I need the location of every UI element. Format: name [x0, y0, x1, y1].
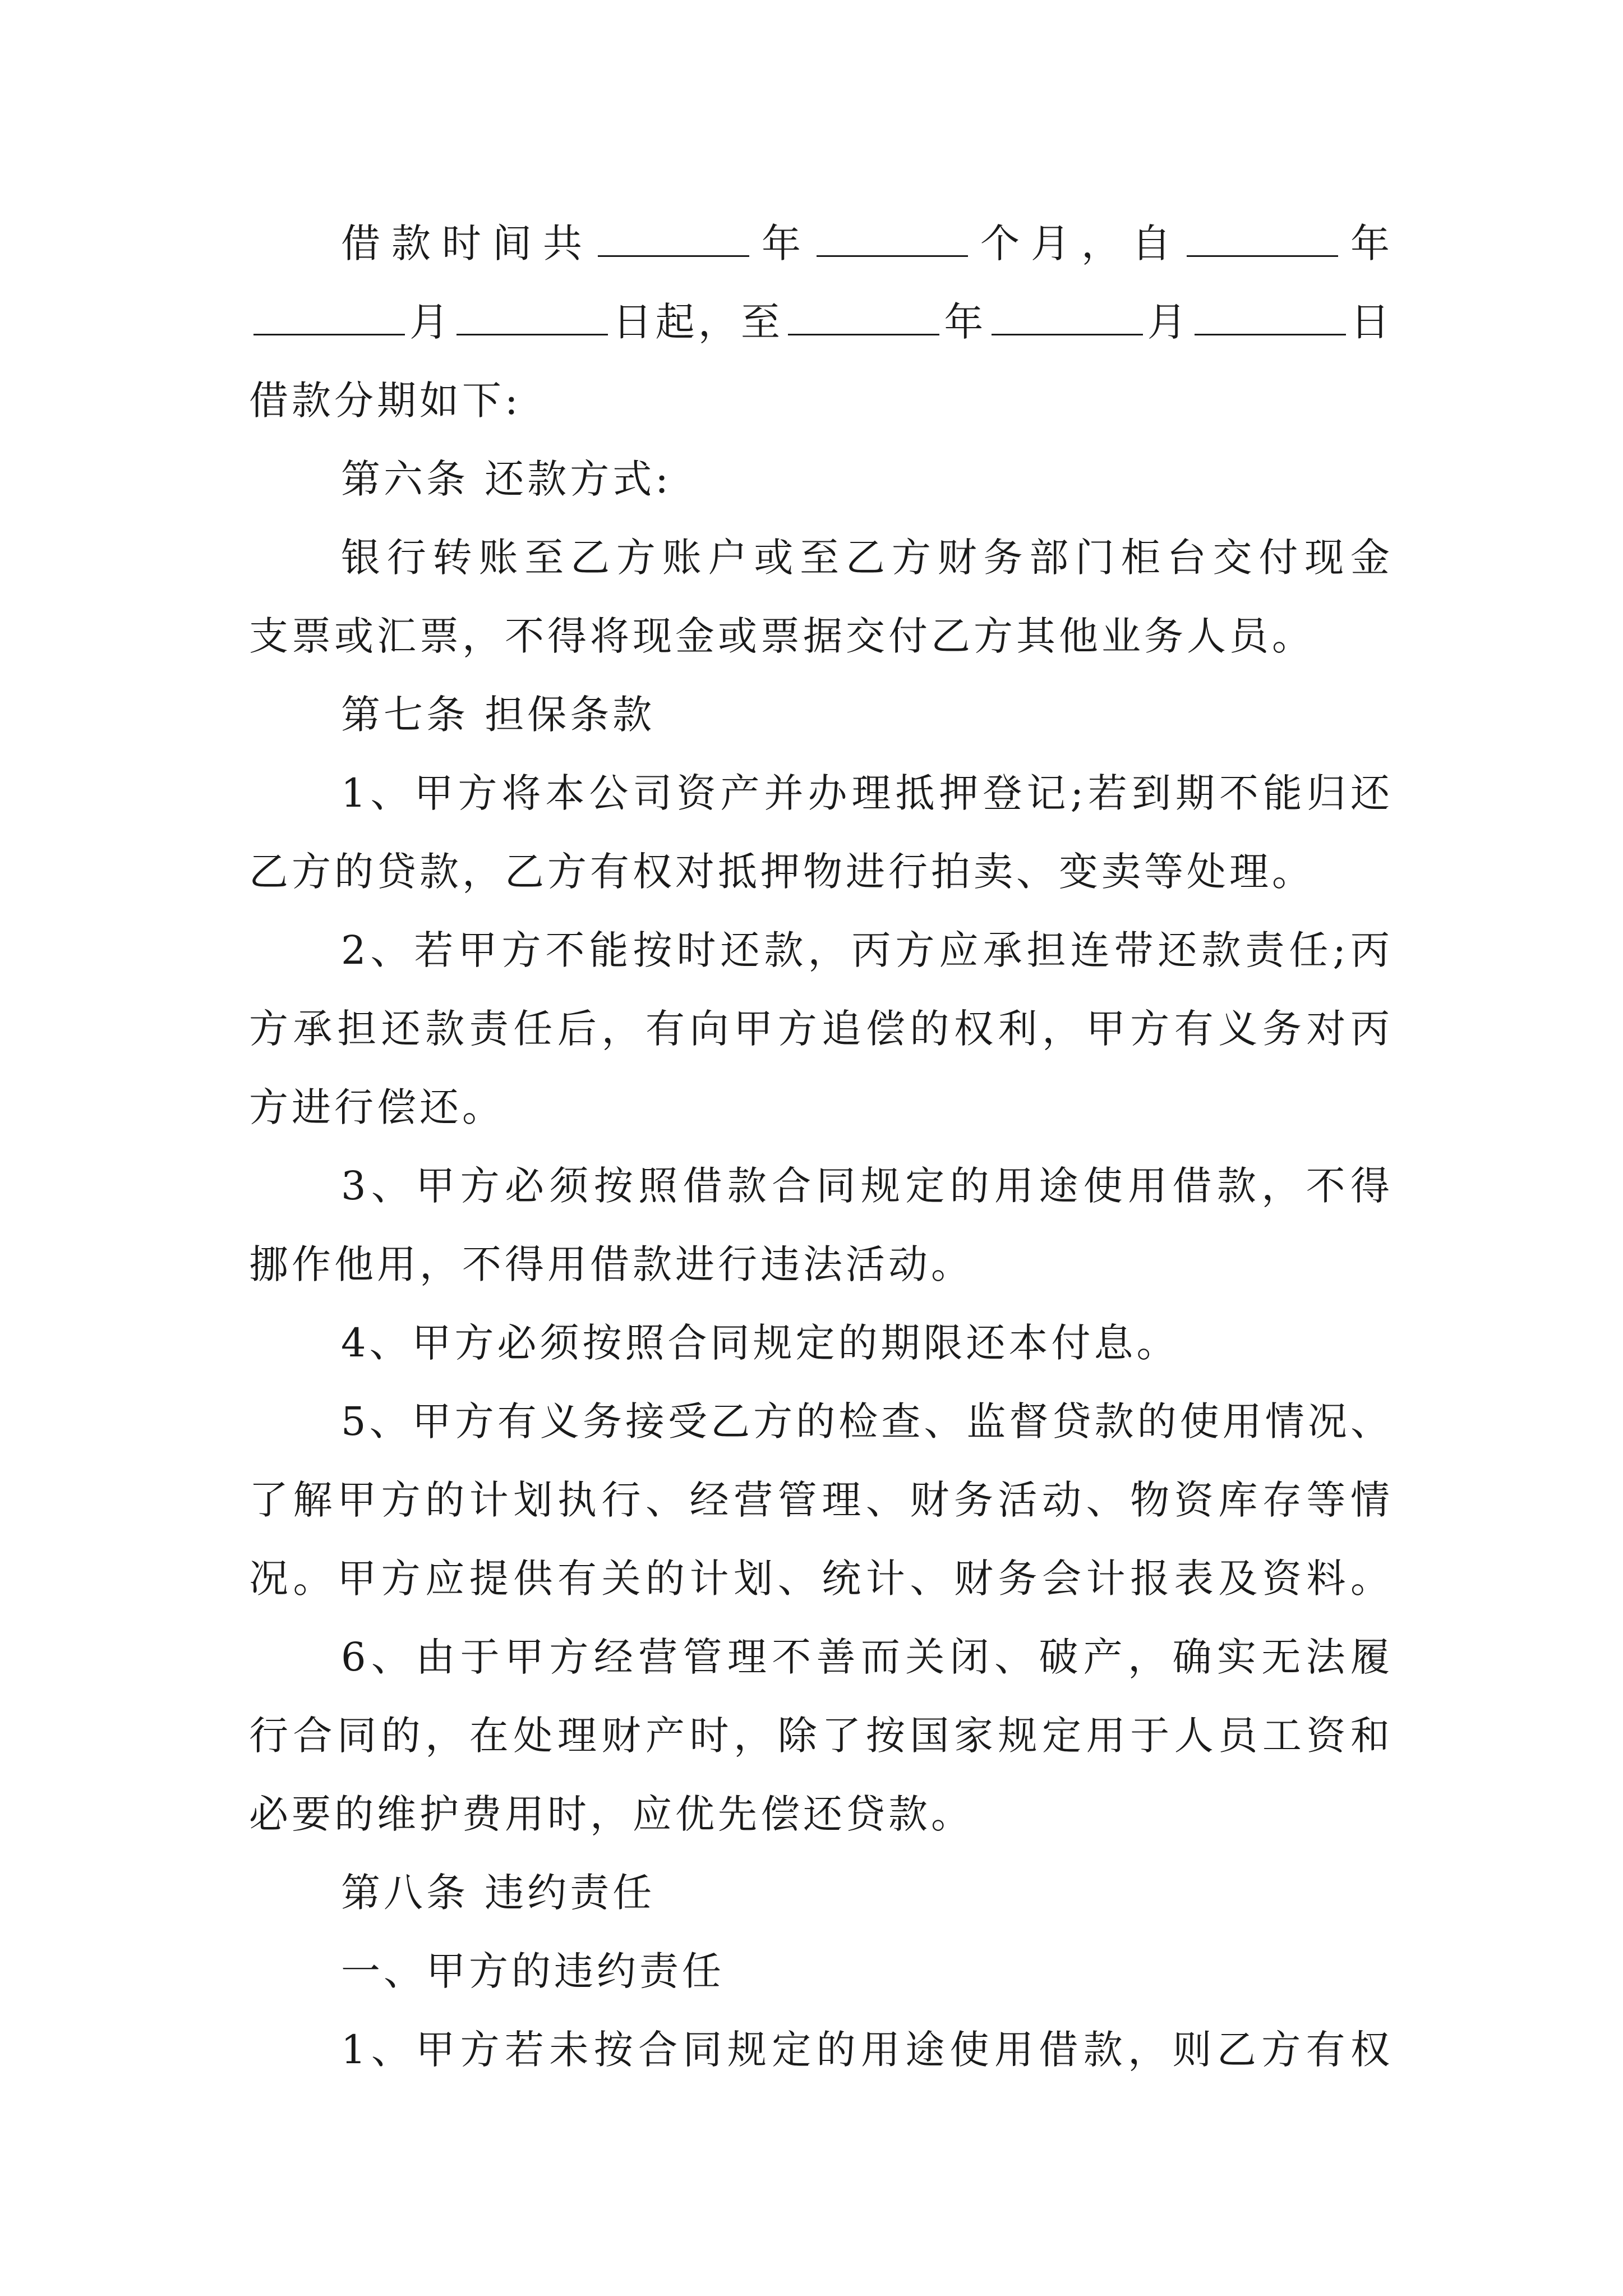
paragraph-line: 况。甲方应提供有关的计划、统计、财务会计报表及资料。 [249, 1556, 1393, 1602]
paragraph-line: 必要的维护费用时，应优先偿还贷款。 [249, 1791, 974, 1837]
text-segment: 日 [1350, 299, 1394, 345]
paragraph-line: 银行转账至乙方账户或至乙方财务部门柜台交付现金 [341, 535, 1393, 581]
paragraph-line: 3、甲方必须按照借款合同规定的用途使用借款，不得 [341, 1163, 1393, 1209]
paragraph-line: 挪作他用，不得用借款进行违法活动。 [249, 1241, 974, 1287]
paragraph-line: 方进行偿还。 [249, 1084, 505, 1130]
text-segment: 月 [409, 299, 453, 345]
blank-end-month[interactable] [992, 302, 1143, 335]
text-segment: 借款时间共 [341, 220, 593, 266]
paragraph-line: 4、甲方必须按照合同规定的期限还本付息。 [341, 1320, 1179, 1366]
paragraph-line: 借款分期如下: [249, 378, 522, 424]
blank-months[interactable] [817, 224, 968, 257]
paragraph-line: 了解甲方的计划执行、经营管理、财务活动、物资库存等情 [249, 1477, 1393, 1523]
paragraph-line: 支票或汇票，不得将现金或票据交付乙方其他业务人员。 [249, 613, 1315, 659]
blank-years[interactable] [598, 224, 749, 257]
text-segment: 月 [1147, 299, 1190, 345]
text-segment: 日起，至 [612, 299, 784, 345]
paragraph-line: 乙方的贷款，乙方有权对抵押物进行拍卖、变卖等处理。 [249, 849, 1315, 895]
paragraph-line: 方承担还款责任后，有向甲方追偿的权利，甲方有义务对丙 [249, 1006, 1393, 1052]
text-segment: 年 [1343, 220, 1393, 266]
section-heading: 第七条 担保条款 [341, 692, 656, 738]
text-segment: 年 [754, 220, 812, 266]
section-heading: 第六条 还款方式: [341, 456, 672, 502]
blank-start-month[interactable] [253, 302, 405, 335]
text-segment: 年 [944, 299, 987, 345]
paragraph-line: 1、甲方若未按合同规定的用途使用借款，则乙方有权 [341, 2027, 1393, 2073]
blank-start-day[interactable] [457, 302, 608, 335]
loan-period-line-2 [249, 283, 1393, 361]
subsection-heading: 一、甲方的违约责任 [341, 1948, 725, 1994]
paragraph-line: 行合同的，在处理财产时，除了按国家规定用于人员工资和 [249, 1713, 1393, 1759]
text-segment: 个月，自 [972, 220, 1182, 266]
loan-period-line-1 [249, 204, 1393, 283]
blank-end-day[interactable] [1195, 302, 1346, 335]
paragraph-line: 6、由于甲方经营管理不善而关闭、破产，确实无法履 [341, 1634, 1393, 1680]
paragraph-line: 5、甲方有义务接受乙方的检查、监督贷款的使用情况、 [341, 1398, 1393, 1444]
blank-end-year[interactable] [788, 302, 939, 335]
paragraph-line: 2、若甲方不能按时还款，丙方应承担连带还款责任;丙 [341, 927, 1393, 973]
blank-start-year[interactable] [1187, 224, 1338, 257]
paragraph-line: 1、甲方将本公司资产并办理抵押登记;若到期不能归还 [341, 770, 1393, 816]
section-heading: 第八条 违约责任 [341, 1870, 656, 1916]
